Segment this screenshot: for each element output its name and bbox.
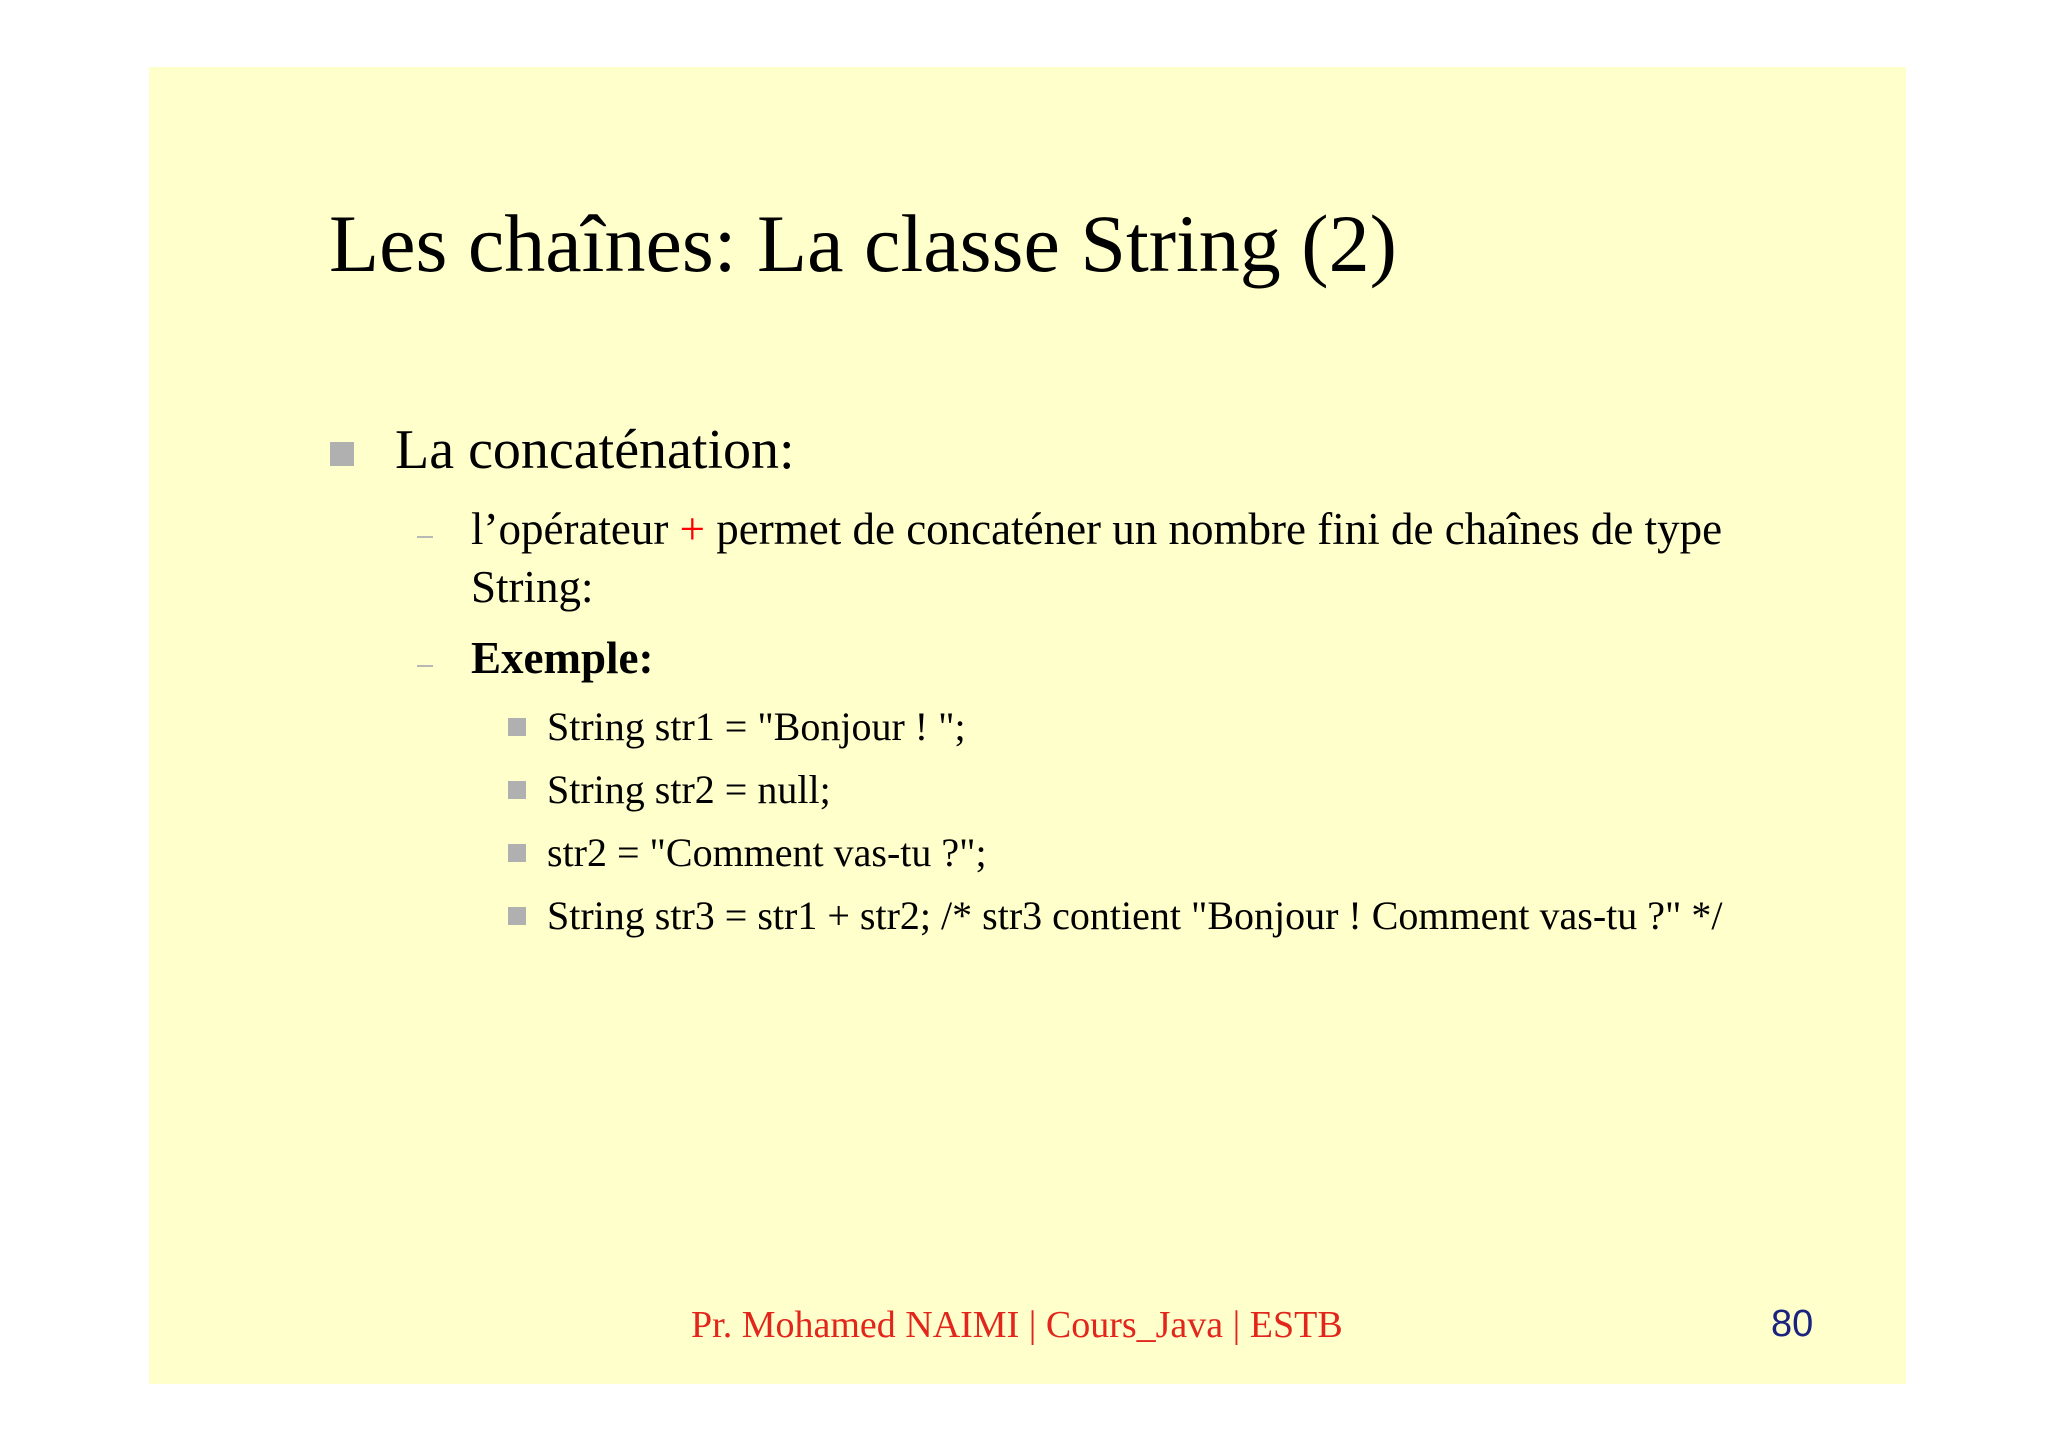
plus-operator: + xyxy=(679,504,706,554)
slide-title: Les chaînes: La classe String (2) xyxy=(329,198,1397,289)
dash-bullet-icon xyxy=(417,536,433,538)
bullet-concatenation: La concaténation: xyxy=(395,419,795,481)
square-bullet-icon xyxy=(508,718,526,736)
code-line: str2 = "Comment vas-tu ?"; xyxy=(547,830,987,875)
square-bullet-icon xyxy=(508,844,526,862)
square-bullet-icon xyxy=(330,442,354,466)
operator-suffix: permet de concaténer un nombre fini de chaînes de type String: xyxy=(471,504,1723,612)
page-number: 80 xyxy=(1771,1303,1814,1345)
square-bullet-icon xyxy=(508,907,526,925)
code-line: String str2 = null; xyxy=(547,767,831,812)
code-line: String str3 = str1 + str2; /* str3 contient "Bonjour ! Comment vas-tu ?" */ xyxy=(547,893,1723,938)
operator-prefix: l’opérateur xyxy=(471,504,680,554)
code-line: String str1 = "Bonjour ! "; xyxy=(547,704,966,749)
slide xyxy=(149,67,1906,1384)
square-bullet-icon xyxy=(508,781,526,799)
footer-credit: Pr. Mohamed NAIMI | Cours_Java | ESTB xyxy=(691,1304,1343,1346)
dash-bullet-icon xyxy=(417,665,433,667)
operator-description xyxy=(471,500,1791,616)
example-label: Exemple: xyxy=(471,633,654,683)
